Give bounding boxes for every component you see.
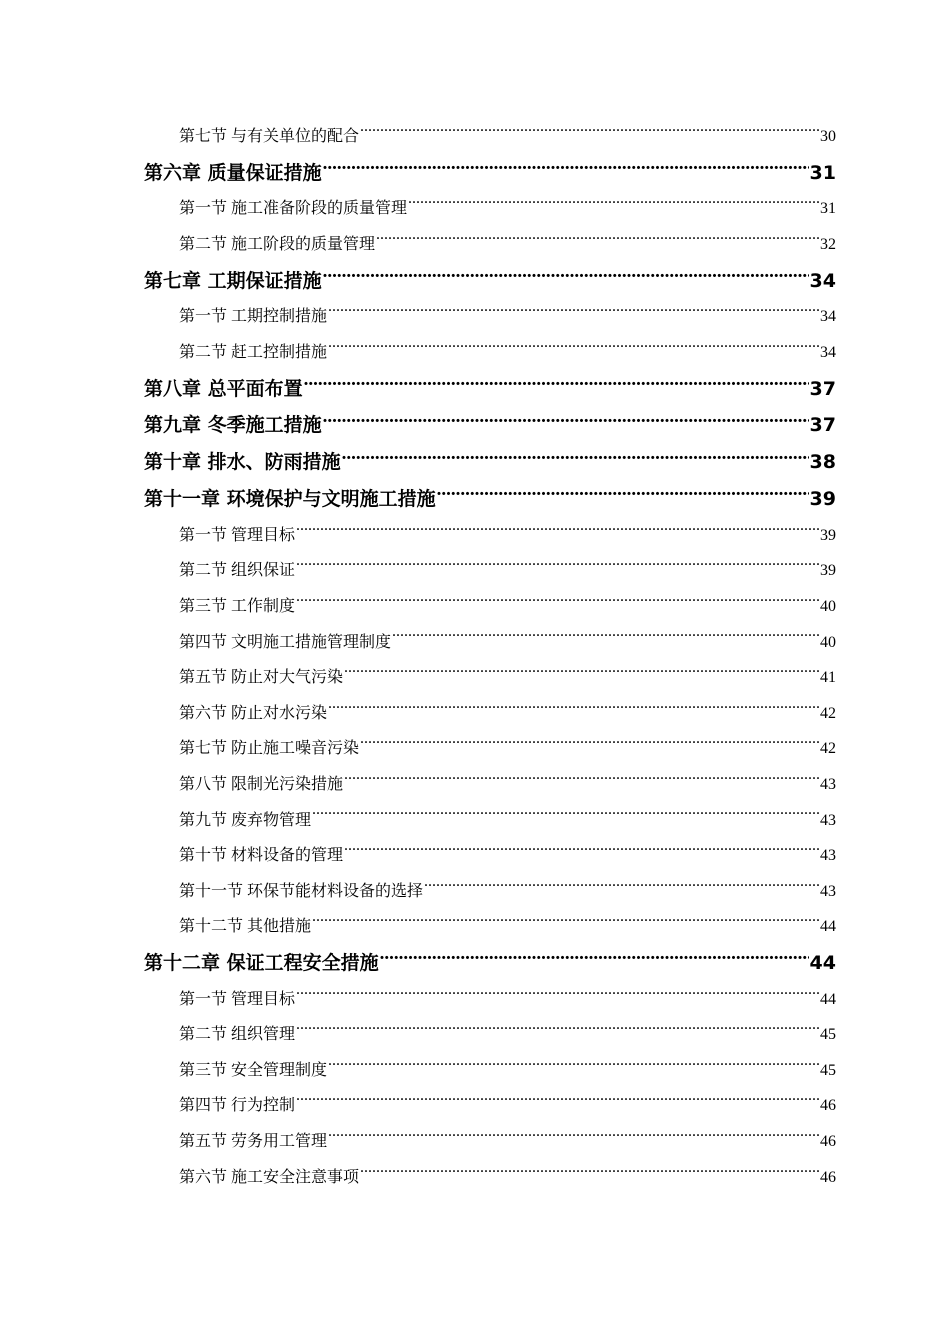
toc-page-number: 44 [820,990,836,1008]
toc-dot-leader [360,737,819,753]
toc-section-entry[interactable] [144,767,836,803]
toc-page-number: 42 [820,740,836,758]
toc-section-entry[interactable] [144,335,836,371]
toc-section-entry[interactable] [144,982,836,1018]
toc-page-number: 39 [820,526,836,544]
toc-dot-leader [312,809,819,825]
toc-dot-leader [424,880,819,896]
toc-dot-leader [323,160,809,179]
toc-page-number: 45 [820,1061,836,1079]
toc-dot-leader [342,449,809,468]
toc-page-number: 43 [820,775,836,793]
toc-page-number: 42 [820,704,836,722]
toc-section-entry[interactable] [144,518,836,554]
toc-entry-label: 第十节 材料设备的管理 [179,847,344,865]
toc-entry-label: 第九节 废弃物管理 [179,811,312,829]
toc-chapter-entry[interactable] [144,945,836,982]
toc-chapter-entry[interactable] [144,155,836,192]
toc-entry-label: 第二节 组织管理 [179,1026,296,1044]
toc-page-number: 46 [820,1133,836,1151]
toc-section-entry[interactable] [144,227,836,263]
toc-page-number: 43 [820,882,836,900]
toc-entry-label: 第四节 行为控制 [179,1097,296,1115]
toc-entry-label: 第八节 限制光污染措施 [179,775,344,793]
toc-dot-leader [328,305,819,321]
toc-section-entry[interactable] [144,625,836,661]
toc-entry-label: 第十章 排水、防雨措施 [144,451,341,474]
toc-page-number: 34 [809,269,836,292]
toc-section-entry[interactable] [144,838,836,874]
toc-section-entry[interactable] [144,660,836,696]
toc-page-number: 37 [809,377,836,400]
toc-page-number: 34 [820,308,836,326]
toc-chapter-entry[interactable] [144,407,836,444]
toc-dot-leader [376,233,819,249]
toc-page-number: 34 [820,343,836,361]
toc-dot-leader [323,412,809,431]
toc-entry-label: 第五节 劳务用工管理 [179,1133,328,1151]
toc-page-number: 30 [820,128,836,145]
toc-entry-label: 第十二章 保证工程安全措施 [144,951,379,974]
toc-section-entry[interactable] [144,803,836,839]
toc-dot-leader [296,1023,819,1039]
toc-dot-leader [312,915,819,931]
toc-page-number: 46 [820,1168,836,1186]
toc-entry-label: 第七节 与有关单位的配合 [179,128,360,145]
toc-entry-label: 第六章 质量保证措施 [144,161,322,184]
toc-page-number: 39 [820,562,836,580]
toc-dot-leader [360,1166,819,1182]
toc-entry-label: 第三节 安全管理制度 [179,1061,328,1079]
toc-dot-leader [304,376,809,395]
toc-chapter-entry[interactable] [144,263,836,300]
toc-page-number: 40 [820,597,836,615]
toc-page-number: 40 [820,633,836,651]
toc-entry-label: 第一节 管理目标 [179,526,296,544]
toc-entry-label: 第三节 工作制度 [179,597,296,615]
toc-page-number: 37 [809,414,836,437]
toc-dot-leader [344,666,819,682]
toc-page-number: 43 [820,847,836,865]
toc-dot-leader [437,486,809,505]
toc-dot-leader [344,844,819,860]
toc-page-number: 46 [820,1097,836,1115]
toc-section-entry[interactable] [144,119,836,155]
toc-page-number: 44 [809,951,836,974]
toc-page-number: 45 [820,1026,836,1044]
toc-section-entry[interactable] [144,553,836,589]
toc-section-entry[interactable] [144,1160,836,1196]
toc-entry-label: 第一节 施工准备阶段的质量管理 [179,200,408,218]
toc-dot-leader [323,268,809,287]
toc-section-entry[interactable] [144,696,836,732]
toc-dot-leader [296,559,819,575]
toc-dot-leader [296,595,819,611]
toc-section-entry[interactable] [144,909,836,945]
toc-entry-label: 第十一节 环保节能材料设备的选择 [179,882,424,900]
toc-page-number: 38 [809,451,836,474]
toc-entry-label: 第十二节 其他措施 [179,918,312,936]
toc-dot-leader [344,773,819,789]
toc-entry-label: 第七节 防止施工噪音污染 [179,740,360,758]
toc-chapter-entry[interactable] [144,371,836,408]
toc-dot-leader [408,197,819,213]
toc-entry-label: 第二节 组织保证 [179,562,296,580]
toc-section-entry[interactable] [144,1088,836,1124]
toc-page-number: 44 [820,918,836,936]
toc-dot-leader [328,1130,819,1146]
toc-page-number: 41 [820,669,836,687]
toc-page-number: 43 [820,811,836,829]
toc-dot-leader [392,631,819,647]
toc-section-entry[interactable] [144,191,836,227]
toc-dot-leader [328,1059,819,1075]
toc-page-number: 32 [820,235,836,253]
toc-dot-leader [296,524,819,540]
toc-entry-label: 第四节 文明施工措施管理制度 [179,633,392,651]
toc-entry-label: 第七章 工期保证措施 [144,269,322,292]
toc-dot-leader [360,125,819,141]
toc-entry-label: 第二节 施工阶段的质量管理 [179,235,376,253]
toc-section-entry[interactable] [144,1053,836,1089]
toc-entry-label: 第八章 总平面布置 [144,377,303,400]
toc-chapter-entry[interactable] [144,444,836,481]
toc-dot-leader [296,1094,819,1110]
toc-entry-label: 第二节 赶工控制措施 [179,343,328,361]
toc-entry-label: 第六节 施工安全注意事项 [179,1168,360,1186]
toc-dot-leader [296,988,819,1004]
toc-section-entry[interactable] [144,589,836,625]
toc-section-entry[interactable] [144,731,836,767]
toc-entry-label: 第十一章 环境保护与文明施工措施 [144,487,436,510]
toc-entry-label: 第九章 冬季施工措施 [144,414,322,437]
toc-chapter-entry[interactable] [144,481,836,518]
toc-entry-label: 第六节 防止对水污染 [179,704,328,722]
toc-section-entry[interactable] [144,874,836,910]
toc-page-number: 39 [809,487,836,510]
toc-page-number: 31 [809,161,836,184]
toc-page-number: 31 [820,200,836,218]
toc-dot-leader [328,341,819,357]
toc-entry-label: 第一节 管理目标 [179,990,296,1008]
toc-entry-label: 第一节 工期控制措施 [179,308,328,326]
toc-section-entry[interactable] [144,1124,836,1160]
toc-dot-leader [380,950,809,969]
toc-section-entry[interactable] [144,1017,836,1053]
toc-dot-leader [328,702,819,718]
toc-section-entry[interactable] [144,299,836,335]
table-of-contents [144,119,836,1195]
toc-entry-label: 第五节 防止对大气污染 [179,669,344,687]
